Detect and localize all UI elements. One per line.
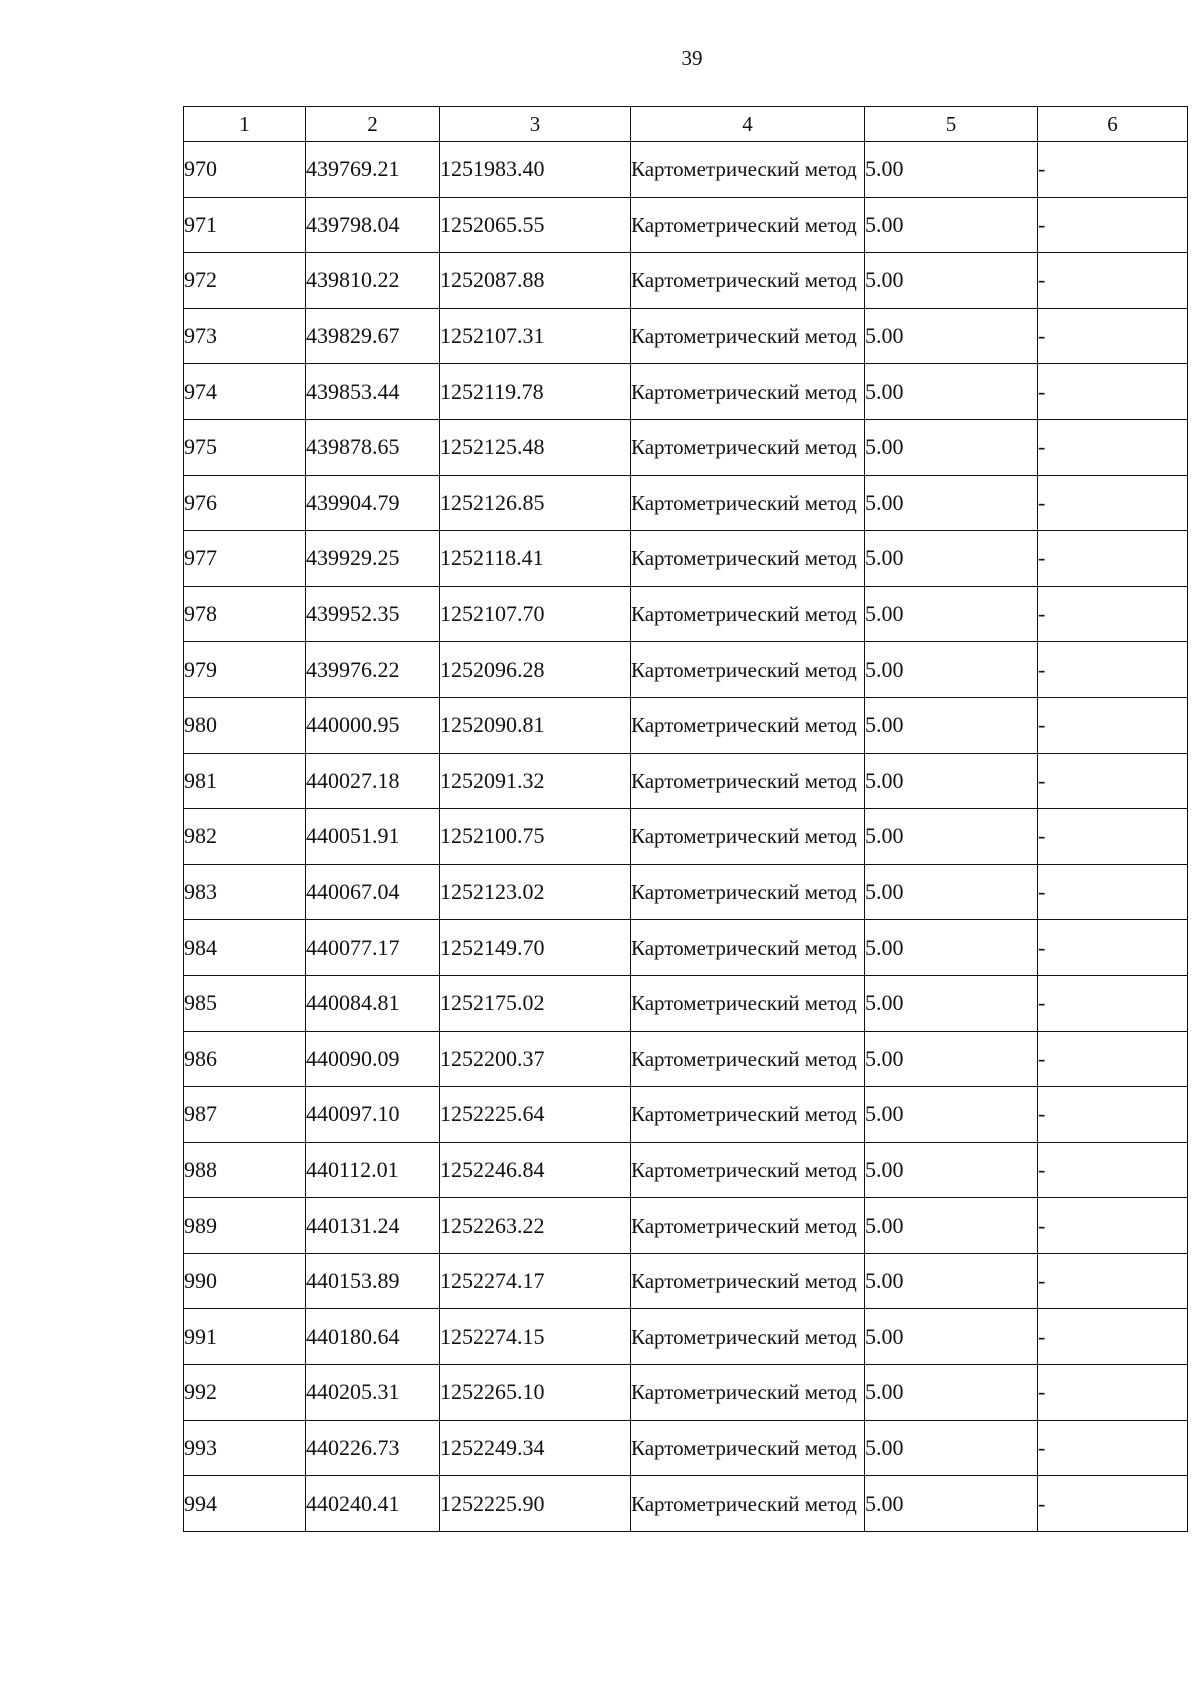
table-row (184, 1031, 1188, 1087)
page-number: 39 (681, 46, 703, 70)
x-coordinate-cell: 439952.35 (306, 586, 440, 642)
x-coordinate-cell: 440226.73 (306, 1420, 440, 1476)
method-cell: Картометрический метод (631, 1087, 865, 1143)
note-cell: - (1038, 1253, 1188, 1309)
note-cell: - (1038, 1309, 1188, 1365)
note-cell: - (1038, 1087, 1188, 1143)
x-coordinate-cell: 440051.91 (306, 809, 440, 865)
precision-cell: 5.00 (865, 197, 1038, 253)
table-row (184, 364, 1188, 420)
y-coordinate-cell: 1252107.31 (440, 308, 631, 364)
method-cell: Картометрический метод (631, 1420, 865, 1476)
method-cell: Картометрический метод (631, 1476, 865, 1532)
y-coordinate-cell: 1252087.88 (440, 253, 631, 309)
precision-cell: 5.00 (865, 642, 1038, 698)
x-coordinate-cell: 440067.04 (306, 864, 440, 920)
note-cell: - (1038, 697, 1188, 753)
y-coordinate-cell: 1252225.64 (440, 1087, 631, 1143)
precision-cell: 5.00 (865, 1365, 1038, 1421)
x-coordinate-cell: 439810.22 (306, 253, 440, 309)
table-row (184, 142, 1188, 198)
table-row (184, 1253, 1188, 1309)
precision-cell: 5.00 (865, 753, 1038, 809)
table-row (184, 642, 1188, 698)
table-row (184, 809, 1188, 865)
point-number-cell: 988 (184, 1142, 306, 1198)
x-coordinate-cell: 440077.17 (306, 920, 440, 976)
method-cell: Картометрический метод (631, 586, 865, 642)
column-header: 1 (184, 107, 306, 142)
y-coordinate-cell: 1252091.32 (440, 753, 631, 809)
note-cell: - (1038, 419, 1188, 475)
x-coordinate-cell: 439976.22 (306, 642, 440, 698)
point-number-cell: 985 (184, 975, 306, 1031)
method-cell: Картометрический метод (631, 253, 865, 309)
method-cell: Картометрический метод (631, 197, 865, 253)
method-cell: Картометрический метод (631, 1309, 865, 1365)
table-row (184, 586, 1188, 642)
column-header: 3 (440, 107, 631, 142)
table-row (184, 475, 1188, 531)
note-cell: - (1038, 809, 1188, 865)
precision-cell: 5.00 (865, 864, 1038, 920)
x-coordinate-cell: 439829.67 (306, 308, 440, 364)
table-row (184, 975, 1188, 1031)
point-number-cell: 977 (184, 531, 306, 587)
note-cell: - (1038, 142, 1188, 198)
x-coordinate-cell: 440240.41 (306, 1476, 440, 1532)
precision-cell: 5.00 (865, 809, 1038, 865)
y-coordinate-cell: 1251983.40 (440, 142, 631, 198)
y-coordinate-cell: 1252274.15 (440, 1309, 631, 1365)
note-cell: - (1038, 1420, 1188, 1476)
note-cell: - (1038, 364, 1188, 420)
x-coordinate-cell: 439798.04 (306, 197, 440, 253)
y-coordinate-cell: 1252065.55 (440, 197, 631, 253)
precision-cell: 5.00 (865, 1420, 1038, 1476)
precision-cell: 5.00 (865, 142, 1038, 198)
point-number-cell: 970 (184, 142, 306, 198)
method-cell: Картометрический метод (631, 1365, 865, 1421)
precision-cell: 5.00 (865, 920, 1038, 976)
method-cell: Картометрический метод (631, 475, 865, 531)
precision-cell: 5.00 (865, 1253, 1038, 1309)
x-coordinate-cell: 440131.24 (306, 1198, 440, 1254)
x-coordinate-cell: 440112.01 (306, 1142, 440, 1198)
point-number-cell: 990 (184, 1253, 306, 1309)
point-number-cell: 971 (184, 197, 306, 253)
table-row (184, 531, 1188, 587)
x-coordinate-cell: 440097.10 (306, 1087, 440, 1143)
coordinates-table (183, 106, 1188, 1532)
y-coordinate-cell: 1252125.48 (440, 419, 631, 475)
note-cell: - (1038, 920, 1188, 976)
precision-cell: 5.00 (865, 586, 1038, 642)
method-cell: Картометрический метод (631, 920, 865, 976)
point-number-cell: 989 (184, 1198, 306, 1254)
point-number-cell: 981 (184, 753, 306, 809)
precision-cell: 5.00 (865, 1031, 1038, 1087)
column-header: 5 (865, 107, 1038, 142)
note-cell: - (1038, 1031, 1188, 1087)
precision-cell: 5.00 (865, 1087, 1038, 1143)
y-coordinate-cell: 1252175.02 (440, 975, 631, 1031)
note-cell: - (1038, 975, 1188, 1031)
table-row (184, 308, 1188, 364)
point-number-cell: 986 (184, 1031, 306, 1087)
x-coordinate-cell: 439929.25 (306, 531, 440, 587)
table-row (184, 1309, 1188, 1365)
y-coordinate-cell: 1252200.37 (440, 1031, 631, 1087)
method-cell: Картометрический метод (631, 308, 865, 364)
method-cell: Картометрический метод (631, 809, 865, 865)
method-cell: Картометрический метод (631, 364, 865, 420)
method-cell: Картометрический метод (631, 864, 865, 920)
x-coordinate-cell: 439853.44 (306, 364, 440, 420)
method-cell: Картометрический метод (631, 1142, 865, 1198)
point-number-cell: 974 (184, 364, 306, 420)
table-header-row (184, 107, 1188, 142)
table-row (184, 920, 1188, 976)
method-cell: Картометрический метод (631, 419, 865, 475)
column-header: 4 (631, 107, 865, 142)
y-coordinate-cell: 1252249.34 (440, 1420, 631, 1476)
note-cell: - (1038, 753, 1188, 809)
method-cell: Картометрический метод (631, 1198, 865, 1254)
note-cell: - (1038, 864, 1188, 920)
table-row (184, 864, 1188, 920)
precision-cell: 5.00 (865, 419, 1038, 475)
note-cell: - (1038, 197, 1188, 253)
table-row (184, 753, 1188, 809)
precision-cell: 5.00 (865, 475, 1038, 531)
note-cell: - (1038, 642, 1188, 698)
table-row (184, 697, 1188, 753)
table-row (184, 1365, 1188, 1421)
point-number-cell: 983 (184, 864, 306, 920)
y-coordinate-cell: 1252107.70 (440, 586, 631, 642)
column-header: 6 (1038, 107, 1188, 142)
point-number-cell: 980 (184, 697, 306, 753)
y-coordinate-cell: 1252274.17 (440, 1253, 631, 1309)
x-coordinate-cell: 439769.21 (306, 142, 440, 198)
method-cell: Картометрический метод (631, 142, 865, 198)
table-row (184, 419, 1188, 475)
y-coordinate-cell: 1252265.10 (440, 1365, 631, 1421)
method-cell: Картометрический метод (631, 642, 865, 698)
method-cell: Картометрический метод (631, 1253, 865, 1309)
note-cell: - (1038, 586, 1188, 642)
note-cell: - (1038, 308, 1188, 364)
method-cell: Картометрический метод (631, 1031, 865, 1087)
method-cell: Картометрический метод (631, 975, 865, 1031)
x-coordinate-cell: 440205.31 (306, 1365, 440, 1421)
x-coordinate-cell: 439904.79 (306, 475, 440, 531)
point-number-cell: 973 (184, 308, 306, 364)
y-coordinate-cell: 1252118.41 (440, 531, 631, 587)
y-coordinate-cell: 1252123.02 (440, 864, 631, 920)
point-number-cell: 976 (184, 475, 306, 531)
note-cell: - (1038, 1476, 1188, 1532)
x-coordinate-cell: 440090.09 (306, 1031, 440, 1087)
y-coordinate-cell: 1252119.78 (440, 364, 631, 420)
y-coordinate-cell: 1252149.70 (440, 920, 631, 976)
table-row (184, 253, 1188, 309)
x-coordinate-cell: 440084.81 (306, 975, 440, 1031)
point-number-cell: 984 (184, 920, 306, 976)
y-coordinate-cell: 1252225.90 (440, 1476, 631, 1532)
precision-cell: 5.00 (865, 364, 1038, 420)
note-cell: - (1038, 1198, 1188, 1254)
precision-cell: 5.00 (865, 1142, 1038, 1198)
x-coordinate-cell: 439878.65 (306, 419, 440, 475)
x-coordinate-cell: 440180.64 (306, 1309, 440, 1365)
x-coordinate-cell: 440153.89 (306, 1253, 440, 1309)
point-number-cell: 979 (184, 642, 306, 698)
table-row (184, 1476, 1188, 1532)
column-header: 2 (306, 107, 440, 142)
table-row (184, 1198, 1188, 1254)
table-row (184, 197, 1188, 253)
precision-cell: 5.00 (865, 253, 1038, 309)
precision-cell: 5.00 (865, 308, 1038, 364)
table-row (184, 1142, 1188, 1198)
point-number-cell: 993 (184, 1420, 306, 1476)
y-coordinate-cell: 1252100.75 (440, 809, 631, 865)
precision-cell: 5.00 (865, 975, 1038, 1031)
y-coordinate-cell: 1252090.81 (440, 697, 631, 753)
point-number-cell: 975 (184, 419, 306, 475)
note-cell: - (1038, 253, 1188, 309)
x-coordinate-cell: 440000.95 (306, 697, 440, 753)
y-coordinate-cell: 1252263.22 (440, 1198, 631, 1254)
method-cell: Картометрический метод (631, 753, 865, 809)
y-coordinate-cell: 1252126.85 (440, 475, 631, 531)
note-cell: - (1038, 1142, 1188, 1198)
precision-cell: 5.00 (865, 1309, 1038, 1365)
table-body (184, 142, 1188, 1532)
point-number-cell: 978 (184, 586, 306, 642)
point-number-cell: 982 (184, 809, 306, 865)
table-row (184, 1420, 1188, 1476)
point-number-cell: 992 (184, 1365, 306, 1421)
y-coordinate-cell: 1252096.28 (440, 642, 631, 698)
table-row (184, 1087, 1188, 1143)
note-cell: - (1038, 531, 1188, 587)
y-coordinate-cell: 1252246.84 (440, 1142, 631, 1198)
method-cell: Картометрический метод (631, 697, 865, 753)
note-cell: - (1038, 1365, 1188, 1421)
note-cell: - (1038, 475, 1188, 531)
precision-cell: 5.00 (865, 1476, 1038, 1532)
point-number-cell: 994 (184, 1476, 306, 1532)
precision-cell: 5.00 (865, 1198, 1038, 1254)
precision-cell: 5.00 (865, 531, 1038, 587)
point-number-cell: 991 (184, 1309, 306, 1365)
point-number-cell: 972 (184, 253, 306, 309)
x-coordinate-cell: 440027.18 (306, 753, 440, 809)
method-cell: Картометрический метод (631, 531, 865, 587)
point-number-cell: 987 (184, 1087, 306, 1143)
precision-cell: 5.00 (865, 697, 1038, 753)
